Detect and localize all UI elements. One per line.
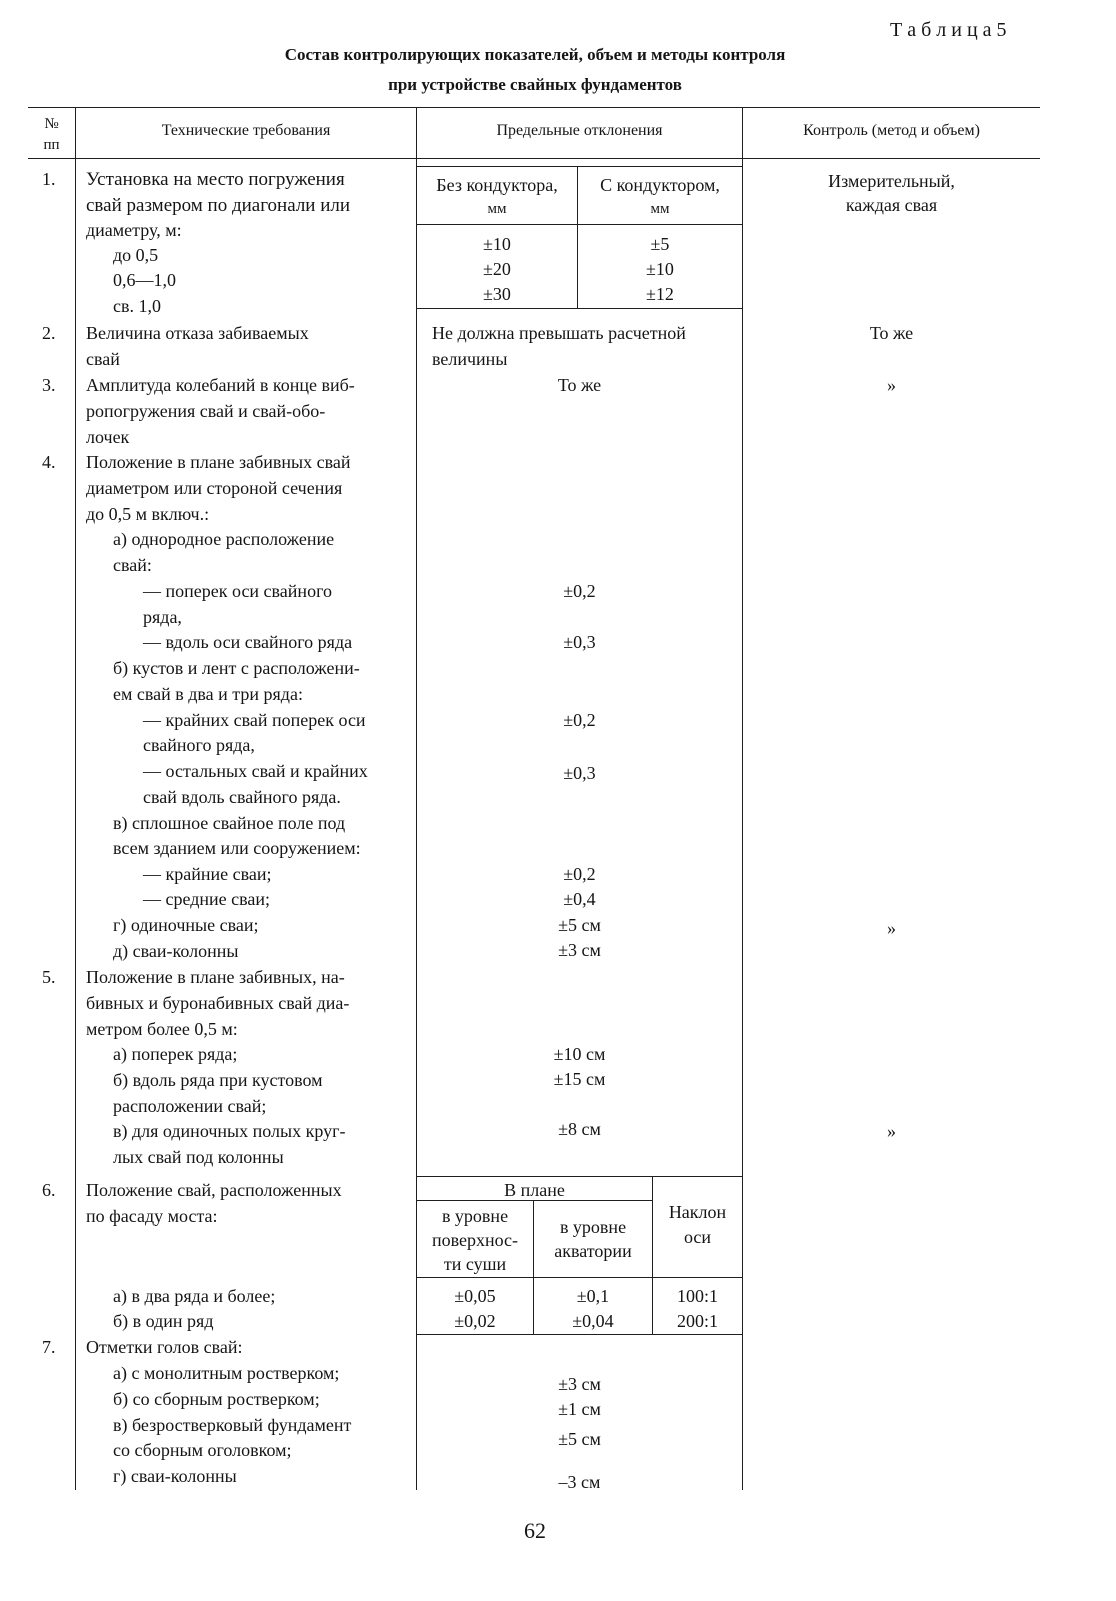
requirement-text: метром более 0,5 м:: [86, 1019, 238, 1039]
control-method: »: [887, 375, 896, 395]
requirement-text: Положение свай, расположенных: [86, 1180, 342, 1200]
requirement-text: расположении свай;: [113, 1096, 267, 1116]
requirement-text: ем свай в два и три ряда:: [113, 684, 303, 704]
requirement-text: б) кустов и лент с расположени-: [113, 658, 360, 678]
requirement-text: лочек: [86, 427, 130, 447]
subhead-in-plan: В плане: [504, 1180, 565, 1200]
subhead-surface: поверхнос-: [431, 1230, 519, 1250]
requirement-text: свай:: [113, 555, 152, 575]
deviation-value: ±10: [483, 234, 511, 254]
deviation-value: –3 см: [558, 1472, 601, 1492]
requirement-text: — поперек оси свайного: [143, 581, 332, 601]
table-label: Т а б л и ц а 5: [890, 19, 1007, 41]
requirement-text: а) поперек ряда;: [113, 1044, 238, 1064]
requirement-text: — остальных свай и крайних: [143, 761, 368, 781]
requirement-text: по фасаду моста:: [86, 1206, 218, 1226]
requirement-text: Амплитуда колебаний в конце виб-: [86, 375, 355, 395]
requirement-text: бивных и буронабивных свай диа-: [86, 993, 350, 1013]
requirement-text: свай: [86, 349, 120, 369]
col-requirements-header: Технические требования: [161, 122, 331, 139]
col-num-header: №: [44, 116, 59, 132]
requirement-text: со сборным оголовком;: [113, 1440, 292, 1460]
deviation-value: ±0,1: [576, 1286, 610, 1306]
requirement-text: г) сваи-колонны: [113, 1466, 237, 1486]
deviation-value: ±0,3: [563, 763, 596, 783]
deviation-value: ±0,02: [454, 1311, 496, 1331]
page-number: 62: [524, 1518, 546, 1543]
deviation-value: ±0,2: [563, 710, 596, 730]
control-method: »: [887, 1121, 896, 1141]
deviation-value: ±0,04: [572, 1311, 614, 1331]
row-number: 5.: [42, 967, 56, 987]
requirement-text: — крайних свай поперек оси: [143, 710, 366, 730]
control-method: То же: [869, 323, 914, 343]
deviation-value: 100:1: [676, 1286, 718, 1306]
requirement-text: Положение в плане забивных, на-: [86, 967, 345, 987]
deviation-value: ±0,05: [454, 1286, 496, 1306]
deviation-value: ±0,2: [563, 864, 596, 884]
deviation-value: ±12: [646, 284, 674, 304]
requirement-text: Отметки голов свай:: [86, 1337, 243, 1357]
deviation-value: ±0,4: [563, 889, 596, 909]
col-control-header: Контроль (метод и объем): [803, 122, 980, 139]
control-method: Измерительный,: [828, 171, 955, 191]
requirement-text: б) со сборным ростверком;: [113, 1389, 320, 1409]
subhead-tilt: оси: [683, 1227, 712, 1247]
deviation-value: ±0,2: [563, 581, 596, 601]
requirement-text: — вдоль оси свайного ряда: [143, 632, 353, 652]
requirement-text: ряда,: [143, 607, 182, 627]
control-method: каждая свая: [845, 195, 938, 215]
deviation-value: ±5 см: [558, 1429, 601, 1449]
deviation-value: ±10 см: [553, 1044, 606, 1064]
deviation-value: ±3 см: [558, 1374, 601, 1394]
table-title-line-1: Состав контролирующих показателей, объем и методы контроля: [284, 45, 786, 64]
deviation-value: ±3 см: [558, 940, 601, 960]
requirement-text: д) сваи-колонны: [113, 941, 239, 961]
deviation-value: ±8 см: [558, 1119, 601, 1139]
requirement-text: в) сплошное свайное поле под: [113, 813, 346, 833]
requirement-text: а) с монолитным ростверком;: [113, 1363, 340, 1383]
table-title-line-2: при устройстве свайных фундаментов: [388, 75, 682, 94]
requirement-text: до 0,5: [113, 245, 159, 265]
deviation-text: Не должна превышать расчетной: [432, 323, 686, 343]
requirement-text: в) для одиночных полых круг-: [113, 1121, 346, 1141]
subhead-tilt: Наклон: [668, 1202, 727, 1222]
requirement-text: лых свай под колонны: [113, 1147, 284, 1167]
deviation-value: ±15 см: [553, 1069, 606, 1089]
requirement-text: св. 1,0: [113, 296, 161, 316]
requirement-text: диаметром или стороной сечения: [86, 478, 343, 498]
subhead-with-jig: С кондуктором,: [600, 175, 720, 195]
deviation-value: ±20: [483, 259, 511, 279]
subhead-surface: в уровне: [441, 1206, 509, 1226]
deviation-value: ±10: [646, 259, 674, 279]
row-number: 7.: [42, 1337, 56, 1357]
subhead-water: в уровне: [559, 1217, 627, 1237]
requirement-text: 0,6—1,0: [113, 270, 176, 290]
row-number: 2.: [42, 323, 56, 343]
requirement-text: а) однородное расположение: [113, 529, 335, 549]
deviation-text: величины: [432, 349, 508, 369]
deviation-value: ±1 см: [558, 1399, 601, 1419]
requirement-text: диаметру, м:: [86, 220, 182, 240]
deviation-value: 200:1: [676, 1311, 718, 1331]
requirement-text: б) вдоль ряда при кустовом: [113, 1070, 323, 1090]
deviation-value: ±0,3: [563, 632, 596, 652]
requirement-text: свай вдоль свайного ряда.: [143, 787, 341, 807]
subhead-without-jig: Без кондуктора,: [436, 175, 558, 195]
requirement-text: до 0,5 м включ.:: [86, 504, 210, 524]
requirement-text: б) в один ряд: [113, 1311, 214, 1331]
deviation-value: ±5 см: [558, 915, 601, 935]
requirement-text: в) безростверковый фундамент: [113, 1415, 352, 1435]
subhead-without-jig-unit: мм: [487, 201, 507, 217]
requirement-text: Величина отказа забиваемых: [86, 323, 309, 343]
requirement-text: Положение в плане забивных свай: [86, 452, 351, 472]
col-deviations-header: Предельные отклонения: [496, 122, 663, 139]
row-number: 1.: [42, 169, 56, 189]
requirement-text: а) в два ряда и более;: [113, 1286, 276, 1306]
subhead-surface: ти суши: [443, 1254, 507, 1274]
requirement-text: — крайние сваи;: [143, 864, 272, 884]
requirement-text: всем зданием или сооружением:: [113, 838, 361, 858]
requirement-text: Установка на место погружения: [86, 169, 345, 190]
deviation-value: ±5: [650, 234, 670, 254]
requirement-text: г) одиночные сваи;: [113, 915, 259, 935]
control-method: »: [887, 918, 896, 938]
subhead-water: акватории: [554, 1241, 632, 1261]
subhead-with-jig-unit: мм: [650, 201, 670, 217]
requirement-text: свайного ряда,: [143, 735, 255, 755]
requirement-text: — средние сваи;: [143, 889, 271, 909]
requirement-text: ропогружения свай и свай-обо-: [86, 401, 326, 421]
row-number: 6.: [42, 1180, 56, 1200]
row-number: 4.: [42, 452, 56, 472]
row-number: 3.: [42, 375, 56, 395]
deviation-text: То же: [557, 375, 602, 395]
requirement-text: свай размером по диагонали или: [86, 195, 351, 216]
col-num-header-2: пп: [43, 137, 60, 153]
deviation-value: ±30: [483, 284, 511, 304]
